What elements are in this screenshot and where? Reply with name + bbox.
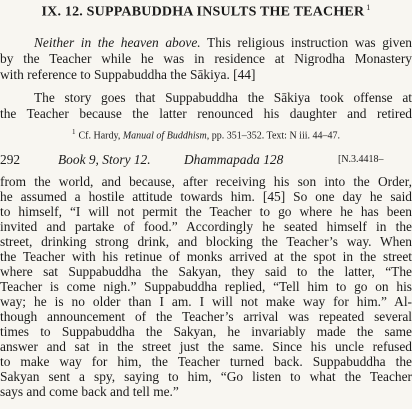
body-line: says and come back and tell me.” (0, 384, 179, 399)
intro-line-2: by the Teacher while he was in residence at Nigrodha Monastery (0, 51, 412, 66)
body-line: answer and sat in the street just the same. Since his uncle refused (0, 339, 412, 354)
intro-italic-lead: Neither in the heaven above. (34, 35, 201, 50)
intro-line-3: with reference to Suppabuddha the Sākiya. [44] (0, 67, 256, 82)
body-line: the Teacher with his retinue of monks arrived at the spot in the street (0, 249, 412, 264)
title-footnote-mark: 1 (366, 3, 371, 12)
story-title (0, 3, 412, 21)
body-line: The story goes that Suppabuddha the Sākiya took offense at (34, 90, 412, 105)
footnote-rest: pp. 351–352. Text: N iii. 44–47. (209, 130, 340, 142)
body-line: the Teacher because the latter renounced his daughter and retired (0, 106, 412, 121)
body-line: to make way for him, the Teacher turned back. Suppabuddha the (0, 354, 412, 369)
footnote-mark: 1 (71, 128, 76, 136)
header-book-story: Book 9, Story 12. (58, 152, 151, 167)
intro-line-1 (0, 35, 412, 51)
body-line: way; he is no older than I am. I will not make way for him.” Al- (0, 294, 412, 309)
body-line: invited and partake of food.” Accordingly he seated himself in the (0, 219, 412, 234)
header-dhammapada: Dhammapada 128 (184, 152, 284, 167)
body-line: Teacher is come nigh.” Suppabuddha replied, “Tell him to go on his (0, 279, 412, 294)
body-line: to himself, “I will not permit the Teacher to go where he has been (0, 204, 412, 219)
page-number: 292 (0, 152, 21, 167)
body-line: he assumed a hostile attitude towards him. [45] So one day he said (0, 189, 412, 204)
body-line: street, drinking strong drink, and blocking the Teacher’s way. When (0, 234, 412, 249)
body-line: times to Suppabuddha the Sakyan, he invariably made the same (0, 324, 412, 339)
body-line: where sat Suppabuddha the Sakyan, they said to the latter, “The (0, 264, 412, 279)
intro-line-1-rest: This religious instruction was given (200, 35, 412, 50)
running-header (0, 152, 412, 168)
footnote-italic-title: Manual of Buddhism, (122, 130, 210, 142)
story-title-text: IX. 12. SUPPABUDDHA INSULTS THE TEACHER (41, 4, 365, 20)
header-text-ref: [N.3.4418– (338, 154, 384, 165)
body-line: though announcement of the Teacher’s arrival was repeated several (0, 309, 412, 324)
body-line: Sakyan sent a spy, saying to him, “Go listen to what the Teacher (0, 369, 412, 384)
body-line: from the world, and because, after receiving his son into the Order, (0, 174, 412, 189)
footnote (0, 126, 412, 142)
footnote-prefix: Cf. Hardy, (78, 130, 123, 142)
